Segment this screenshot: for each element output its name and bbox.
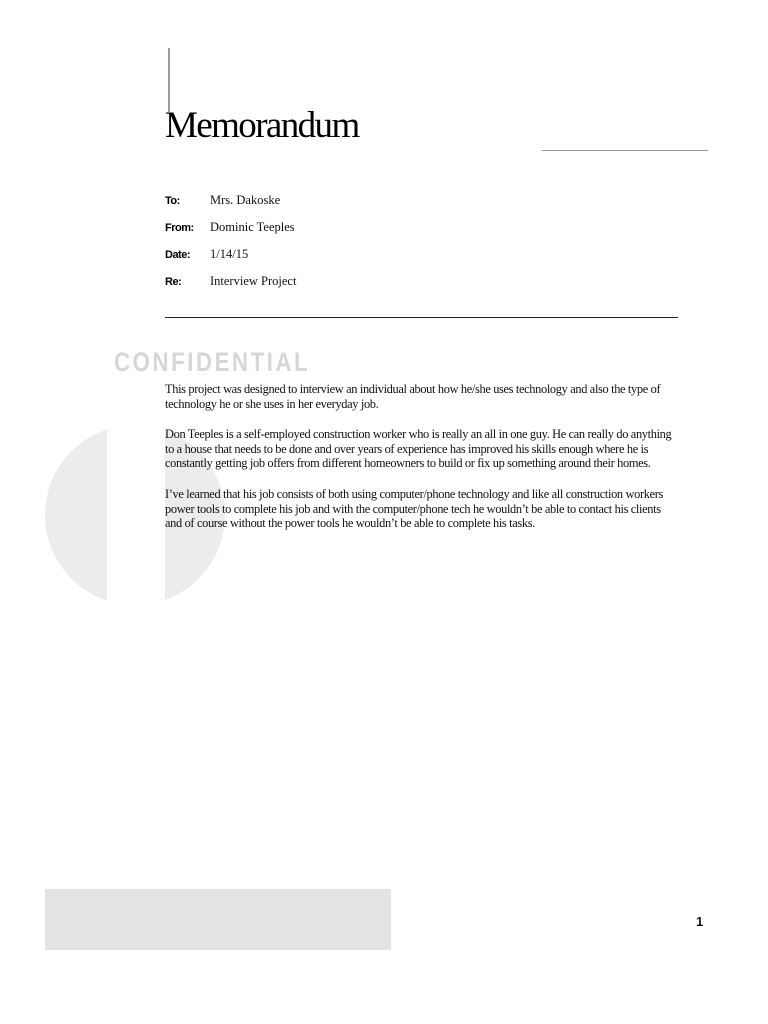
footer-block [45, 889, 391, 950]
confidential-stamp: CONFIDENTIAL [114, 347, 311, 377]
body-paragraph: I’ve learned that his job consists of both using computer/phone technology and like all construction workers power tools to complete his job and with the computer/phone tech he wouldn’t be able to contact his clients and of course without the power tools he wouldn’t be able to complete his tasks. [165, 486, 663, 531]
field-re [165, 274, 685, 301]
body-paragraph: This project was designed to interview an individual about how he/she uses technology and also the type of technology he or she uses in her everyday job. [165, 382, 661, 411]
field-to [165, 193, 685, 220]
field-label: Re: [165, 276, 182, 288]
decorative-circle-gap [107, 425, 165, 605]
field-value: 1/14/15 [210, 247, 249, 261]
body-paragraph: Don Teeples is a self-employed construction worker who is really an all in one guy. He can really do anything to a house that needs to be done and over years of experience has improved his skills enough where he is constantly getting job offers from different homeowners to build or fix up something around their homes. [165, 427, 672, 471]
field-date [165, 247, 685, 274]
memo-title: Memorandum [165, 105, 359, 146]
memo-header-fields [165, 193, 685, 301]
field-label: To: [165, 195, 180, 207]
top-vertical-bar [168, 48, 170, 112]
header-rule [165, 317, 678, 318]
title-rule [542, 150, 708, 151]
field-from [165, 220, 685, 247]
field-value: Dominic Teeples [210, 220, 295, 234]
page-number: 1 [696, 914, 704, 929]
field-label: From: [165, 222, 194, 234]
field-label: Date: [165, 249, 191, 261]
field-value: Mrs. Dakoske [210, 193, 281, 207]
memo-body [165, 382, 680, 547]
field-value: Interview Project [210, 274, 297, 288]
